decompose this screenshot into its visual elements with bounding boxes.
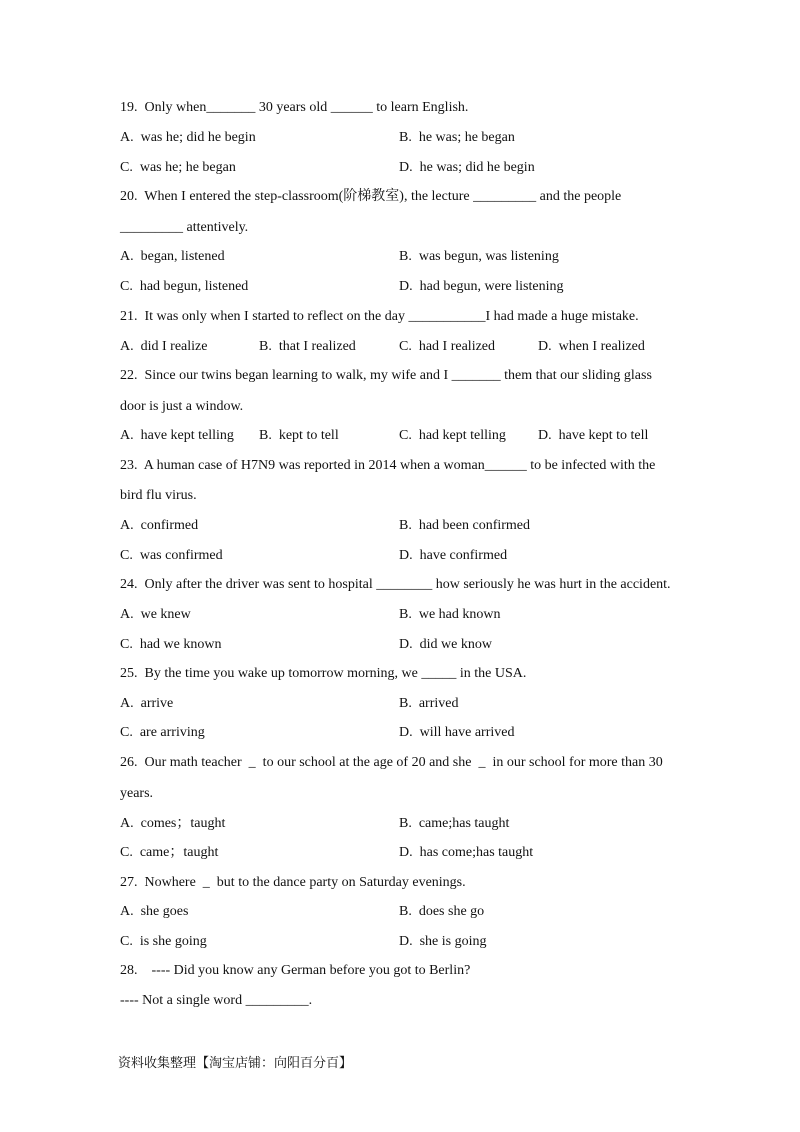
question-28-reply: ---- Not a single word _________. [120, 993, 313, 1008]
question-22-option-b: B. kept to tell [259, 428, 339, 443]
question-22-stem-cont: door is just a window. [120, 399, 244, 414]
question-23-option-c: C. was confirmed [120, 548, 223, 563]
question-21-option-c: C. had I realized [399, 339, 496, 354]
question-23-option-a: A. confirmed [120, 518, 199, 533]
question-28-stem: 28. ---- Did you know any German before you got to Berlin? [120, 963, 471, 978]
question-22-option-c: C. had kept telling [399, 428, 506, 443]
question-20-option-b: B. was begun, was listening [399, 249, 559, 264]
question-19-option-d: D. he was; did he begin [399, 160, 535, 175]
question-26-option-c: C. came；taught [120, 845, 219, 860]
question-23-stem-cont: bird flu virus. [120, 488, 197, 503]
question-27-option-c: C. is she going [120, 934, 207, 949]
question-19-stem: 19. Only when_______ 30 years old ______ to learn English. [120, 100, 469, 115]
question-27-stem: 27. Nowhere _ but to the dance party on Saturday evenings. [120, 875, 466, 890]
question-21-option-b: B. that I realized [259, 339, 356, 354]
question-20-stem: 20. When I entered the step-classroom(阶梯教室), the lecture _________ and the people [120, 189, 622, 204]
question-24-option-b: B. we had known [399, 607, 501, 622]
question-22-option-d: D. have kept to tell [538, 428, 649, 443]
question-24-stem: 24. Only after the driver was sent to hospital ________ how seriously he was hurt in the accident. [120, 577, 671, 592]
question-23-option-b: B. had been confirmed [399, 518, 531, 533]
question-20-option-c: C. had begun, listened [120, 279, 249, 294]
question-21-stem: 21. It was only when I started to reflect on the day ___________I had made a huge mistake. [120, 309, 639, 324]
question-19-option-b: B. he was; he began [399, 130, 515, 145]
question-24-option-a: A. we knew [120, 607, 191, 622]
question-26-stem-cont: years. [120, 786, 154, 801]
question-22-stem: 22. Since our twins began learning to walk, my wife and I _______ them that our sliding glass [120, 368, 652, 383]
question-25-option-a: A. arrive [120, 696, 174, 711]
question-24-option-c: C. had we known [120, 637, 222, 652]
question-20-stem-cont: _________ attentively. [120, 220, 249, 235]
question-27-option-a: A. she goes [120, 904, 189, 919]
question-22-option-a: A. have kept telling [120, 428, 234, 443]
question-23-stem: 23. A human case of H7N9 was reported in 2014 when a woman______ to be infected with the [120, 458, 656, 473]
question-26-option-d: D. has come;has taught [399, 845, 534, 860]
question-21-option-d: D. when I realized [538, 339, 645, 354]
question-25-stem: 25. By the time you wake up tomorrow morning, we _____ in the USA. [120, 666, 527, 681]
question-19-option-a: A. was he; did he begin [120, 130, 256, 145]
question-21-option-a: A. did I realize [120, 339, 208, 354]
question-25-option-c: C. are arriving [120, 725, 205, 740]
question-26-stem: 26. Our math teacher _ to our school at the age of 20 and she _ in our school for more than 30 [120, 755, 663, 770]
question-20-option-d: D. had begun, were listening [399, 279, 564, 294]
question-25-option-b: B. arrived [399, 696, 459, 711]
question-24-option-d: D. did we know [399, 637, 492, 652]
question-19-option-c: C. was he; he began [120, 160, 236, 175]
question-27-option-b: B. does she go [399, 904, 485, 919]
question-23-option-d: D. have confirmed [399, 548, 508, 563]
question-26-option-b: B. came;has taught [399, 816, 510, 831]
footer-source-note: 资料收集整理【淘宝店铺：向阳百分百】 [118, 1056, 353, 1071]
question-20-option-a: A. began, listened [120, 249, 225, 264]
question-27-option-d: D. she is going [399, 934, 487, 949]
question-25-option-d: D. will have arrived [399, 725, 515, 740]
question-26-option-a: A. comes；taught [120, 816, 226, 831]
